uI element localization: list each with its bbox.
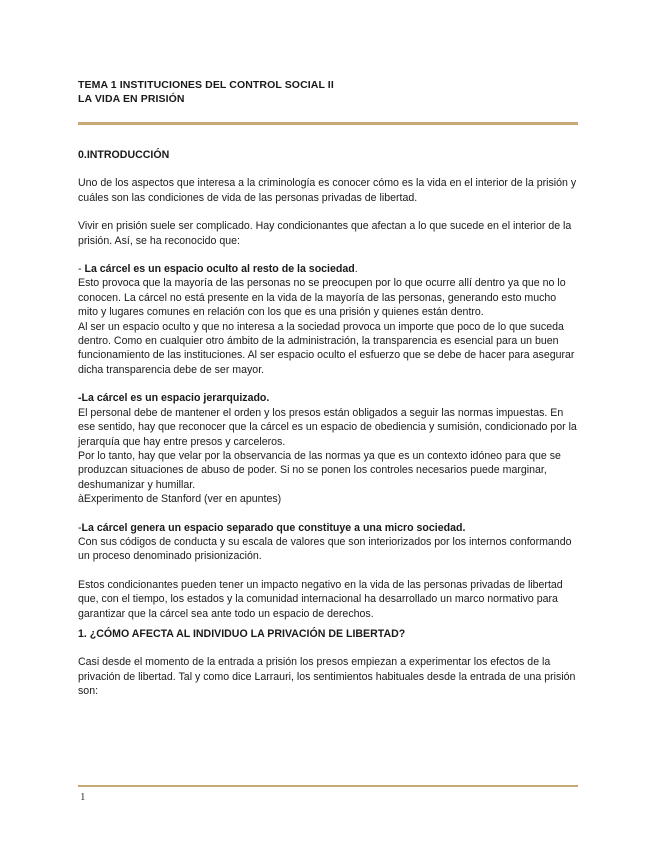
page-number: 1 (80, 791, 86, 803)
header-title-line-2: LA VIDA EN PRISIÓN (78, 93, 185, 105)
point-2-paragraph-2: Por lo tanto, hay que velar por la observancia de las normas ya que es un contexto idóneo para que se produzcan situaciones de abuso de poder. Si no se ponen los controles necesarios puede marginar, deshumanizar y humillar. (78, 449, 561, 491)
point-1-title (78, 262, 578, 276)
closing-paragraph: Estos condicionantes pueden tener un impacto negativo en la vida de las personas privadas de libertad que, con el tiempo, los estados y la comunidad internacional ha desarrollado un marco normativo para garantizar que la cárcel sea ante todo un espacio de derechos. (78, 578, 563, 620)
point-3-prefix: - (78, 521, 82, 534)
point-1-title-text: La cárcel es un espacio oculto al resto de la sociedad (84, 263, 355, 276)
point-2-title: -La cárcel es un espacio jerarquizado. (78, 392, 270, 405)
document-body (78, 148, 578, 699)
header-divider (78, 122, 578, 125)
point-1-paragraph-2: Al ser un espacio oculto y que no interesa a la sociedad provoca un importe que poco de lo que suceda dentro. Como en cualquier otro ámbito de la administración, la transparencia es esencial para un buen funcionamiento de las instituciones. Al ser espacio oculto el esfuerzo que se debe de hacer para asegurar dicha transparencia debe de ser mayor. (78, 320, 575, 376)
point-3-paragraph-1: Con sus códigos de conducta y su escala de valores que son interiorizados por los internos conformando un proceso denominado prisionización. (78, 535, 572, 563)
document-header (78, 78, 578, 106)
point-3-title (78, 521, 578, 535)
point-1-suffix: . (354, 263, 358, 276)
point-1-paragraph-1: Esto provoca que la mayoría de las personas no se preocupen por lo que ocurre allí dentro ya que no lo conocen. La cárcel no está presente en la vida de la mayoría de las personas, generando esto mucho mito y lugares comunes en relación con los que es una prisión y quienes están dentro. (78, 277, 566, 319)
intro-paragraph-2: Vivir en prisión suele ser complicado. Hay condicionantes que afectan a lo que sucede en el interior de la prisión. Así, se ha reconocido que: (78, 220, 572, 247)
intro-paragraph-1: Uno de los aspectos que interesa a la criminología es conocer cómo es la vida en el interior de la prisión y cuáles son las condiciones de vida de las personas privadas de libertad. (78, 177, 577, 204)
footer-divider (78, 785, 578, 787)
section-1-heading: 1. ¿CÓMO AFECTA AL INDIVIDUO LA PRIVACIÓN DE LIBERTAD? (78, 627, 406, 640)
intro-heading: 0.INTRODUCCIÓN (78, 149, 170, 161)
section-1-paragraph-1: Casi desde el momento de la entrada a prisión los presos empiezan a experimentar los efectos de la privación de libertad. Tal y como dice Larrauri, los sentimientos habituales desde la entrada de una prisión son: (78, 656, 576, 698)
point-2-paragraph-3: àExperimento de Stanford (ver en apuntes) (78, 493, 282, 506)
point-1-prefix: - (78, 263, 85, 276)
point-2-paragraph-1: El personal debe de mantener el orden y los presos están obligados a seguir las normas impuestas. En ese sentido, hay que reconocer que la cárcel es un espacio de obediencia y sumisión, condicionado por la jerarquía que hay entre presos y carceleros. (78, 406, 577, 448)
point-3-title-text: La cárcel genera un espacio separado que constituye a una micro sociedad. (81, 521, 466, 534)
header-title-line-1: TEMA 1 INSTITUCIONES DEL CONTROL SOCIAL II (78, 79, 334, 91)
